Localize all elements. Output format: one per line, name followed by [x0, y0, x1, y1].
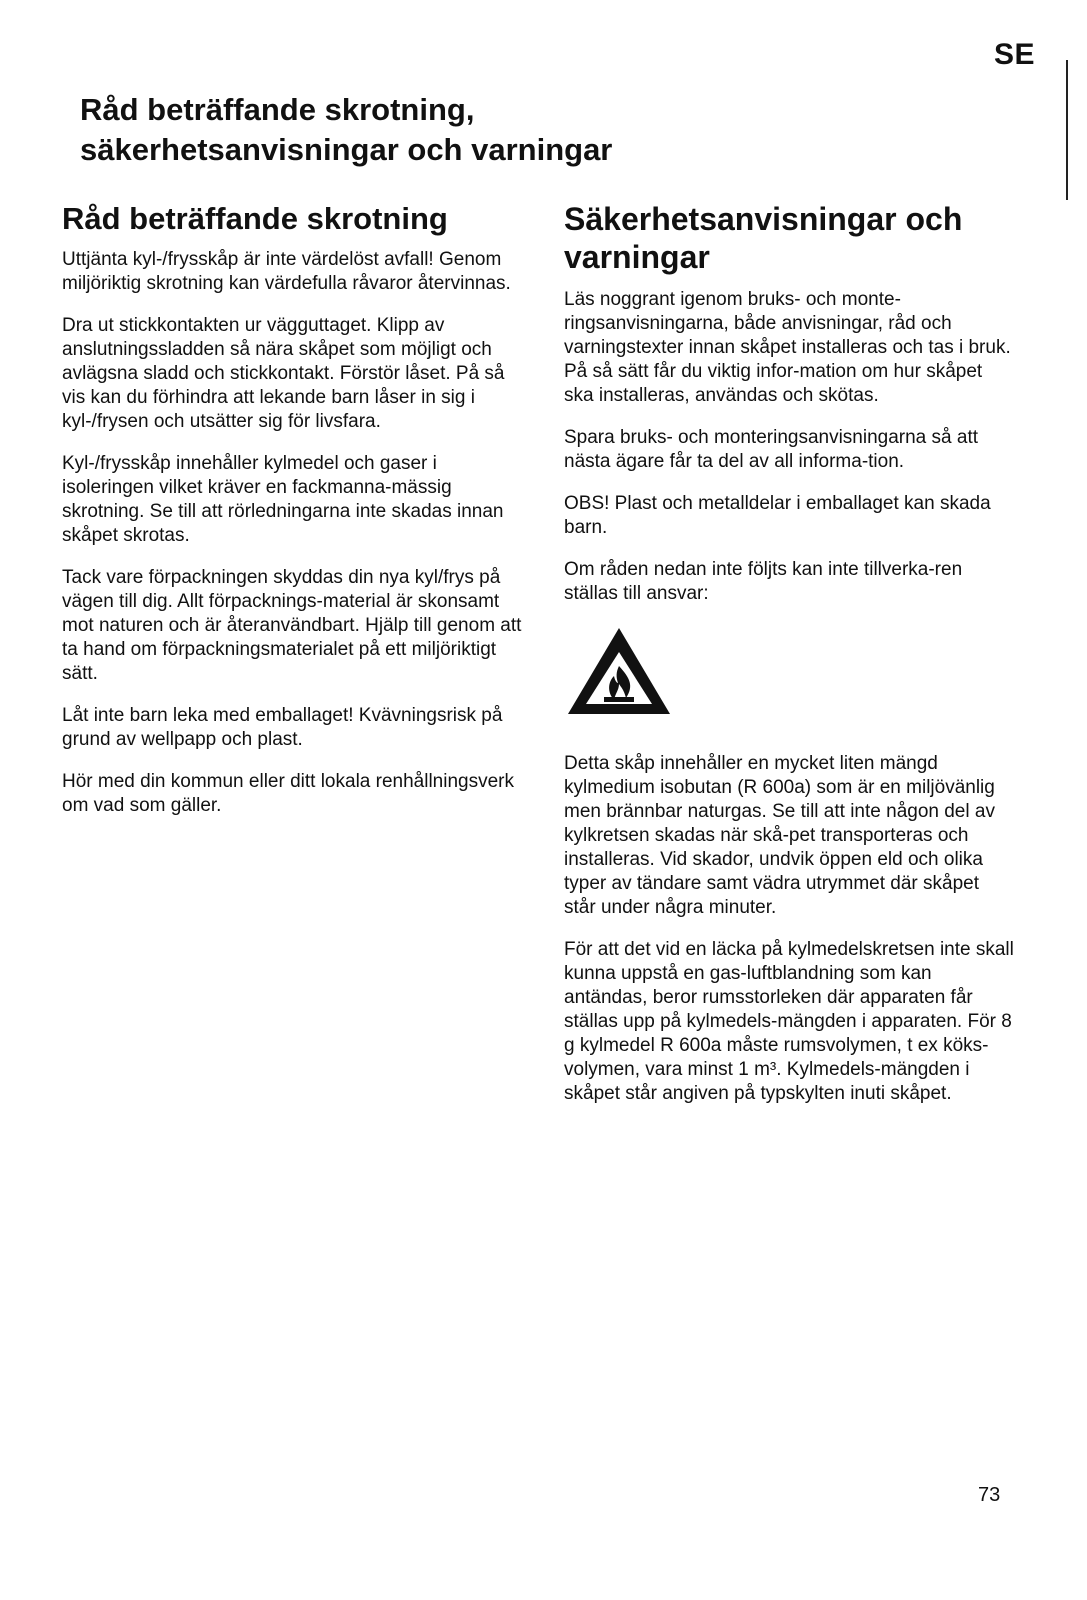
page-title: [80, 90, 612, 170]
safety-paragraph: Om råden nedan inte följts kan inte tillverka-ren ställas till ansvar:: [564, 559, 963, 604]
disposal-section: [62, 200, 522, 836]
safety-paragraph: Spara bruks- och monteringsanvisningarna så att nästa ägare får ta del av all informa-tion.: [564, 427, 979, 472]
flammable-warning-triangle-icon: [564, 624, 674, 718]
safety-paragraph: Detta skåp innehåller en mycket liten mängd kylmedium isobutan (R 600a) som är en miljövänlig men brännbar naturgas. Se till att inte någon del av kylkretsen skadas när skå-pet transporteras och installeras. Vid skador, undvik öppen eld och olika typer av tändare samt vädra utrymmet där skåpet står under några minuter.: [564, 753, 995, 918]
safety-heading: Säkerhetsanvisningar och varningar: [564, 201, 963, 275]
disposal-paragraph: Kyl-/frysskåp innehåller kylmedel och gaser i isoleringen vilket kräver en fackmanna-mässig skrotning. Se till att rörledningarna inte skadas innan skåpet skrotas.: [62, 453, 504, 546]
margin-rule: [1066, 60, 1068, 200]
safety-paragraph: OBS! Plast och metalldelar i emballaget kan skada barn.: [564, 493, 991, 538]
disposal-paragraph: Dra ut stickkontakten ur vägguttaget. Klipp av anslutningssladden så nära skåpet som möjligt och avlägsna sladd och stickkontakt. Förstör låset. På så vis kan du förhindra att lekande barn låser in sig i kyl-/frysen och utsätter sig för livsfara.: [62, 315, 505, 432]
page-title-line-2: säkerhetsanvisningar och varningar: [80, 132, 613, 167]
disposal-paragraph: Tack vare förpackningen skyddas din nya kyl/frys på vägen till dig. Allt förpacknings-material är skonsamt mot naturen och är återanvändbart. Hjälp till genom att ta hand om förpackningsmaterialet på ett miljöriktigt sätt.: [62, 567, 522, 684]
disposal-paragraph: Uttjänta kyl-/frysskåp är inte värdelöst avfall! Genom miljöriktig skrotning kan värdefulla råvaror återvinnas.: [62, 249, 511, 294]
page-number: 73: [978, 1484, 1001, 1506]
disposal-paragraph: Låt inte barn leka med emballaget! Kvävningsrisk på grund av wellpapp och plast.: [62, 705, 503, 750]
safety-paragraph: För att det vid en läcka på kylmedelskretsen inte skall kunna uppstå en gas-luftblandning som kan antändas, beror rumsstorleken där apparaten får ställas upp på kylmedels-mängden i apparaten. För 8 g kylmedel R 600a måste rumsvolymen, t ex köks-volymen, vara minst 1 m³. Kylmedels-mängden i skåpet står angiven på typskylten inuti skåpet.: [564, 939, 1014, 1104]
safety-paragraph: Läs noggrant igenom bruks- och monte-ringsanvisningarna, både anvisningar, råd och varningstexter innan skåpet installeras och tas i bruk. På så sätt får du viktig infor-mation om hur skåpet ska installeras, användas och skötas.: [564, 289, 1011, 406]
page-title-line-1: Råd beträffande skrotning,: [80, 92, 475, 127]
disposal-heading: Råd beträffande skrotning: [62, 201, 448, 236]
safety-section: [564, 200, 1014, 1124]
language-code: SE: [994, 38, 1036, 71]
disposal-paragraph: Hör med din kommun eller ditt lokala renhållningsverk om vad som gäller.: [62, 771, 514, 816]
